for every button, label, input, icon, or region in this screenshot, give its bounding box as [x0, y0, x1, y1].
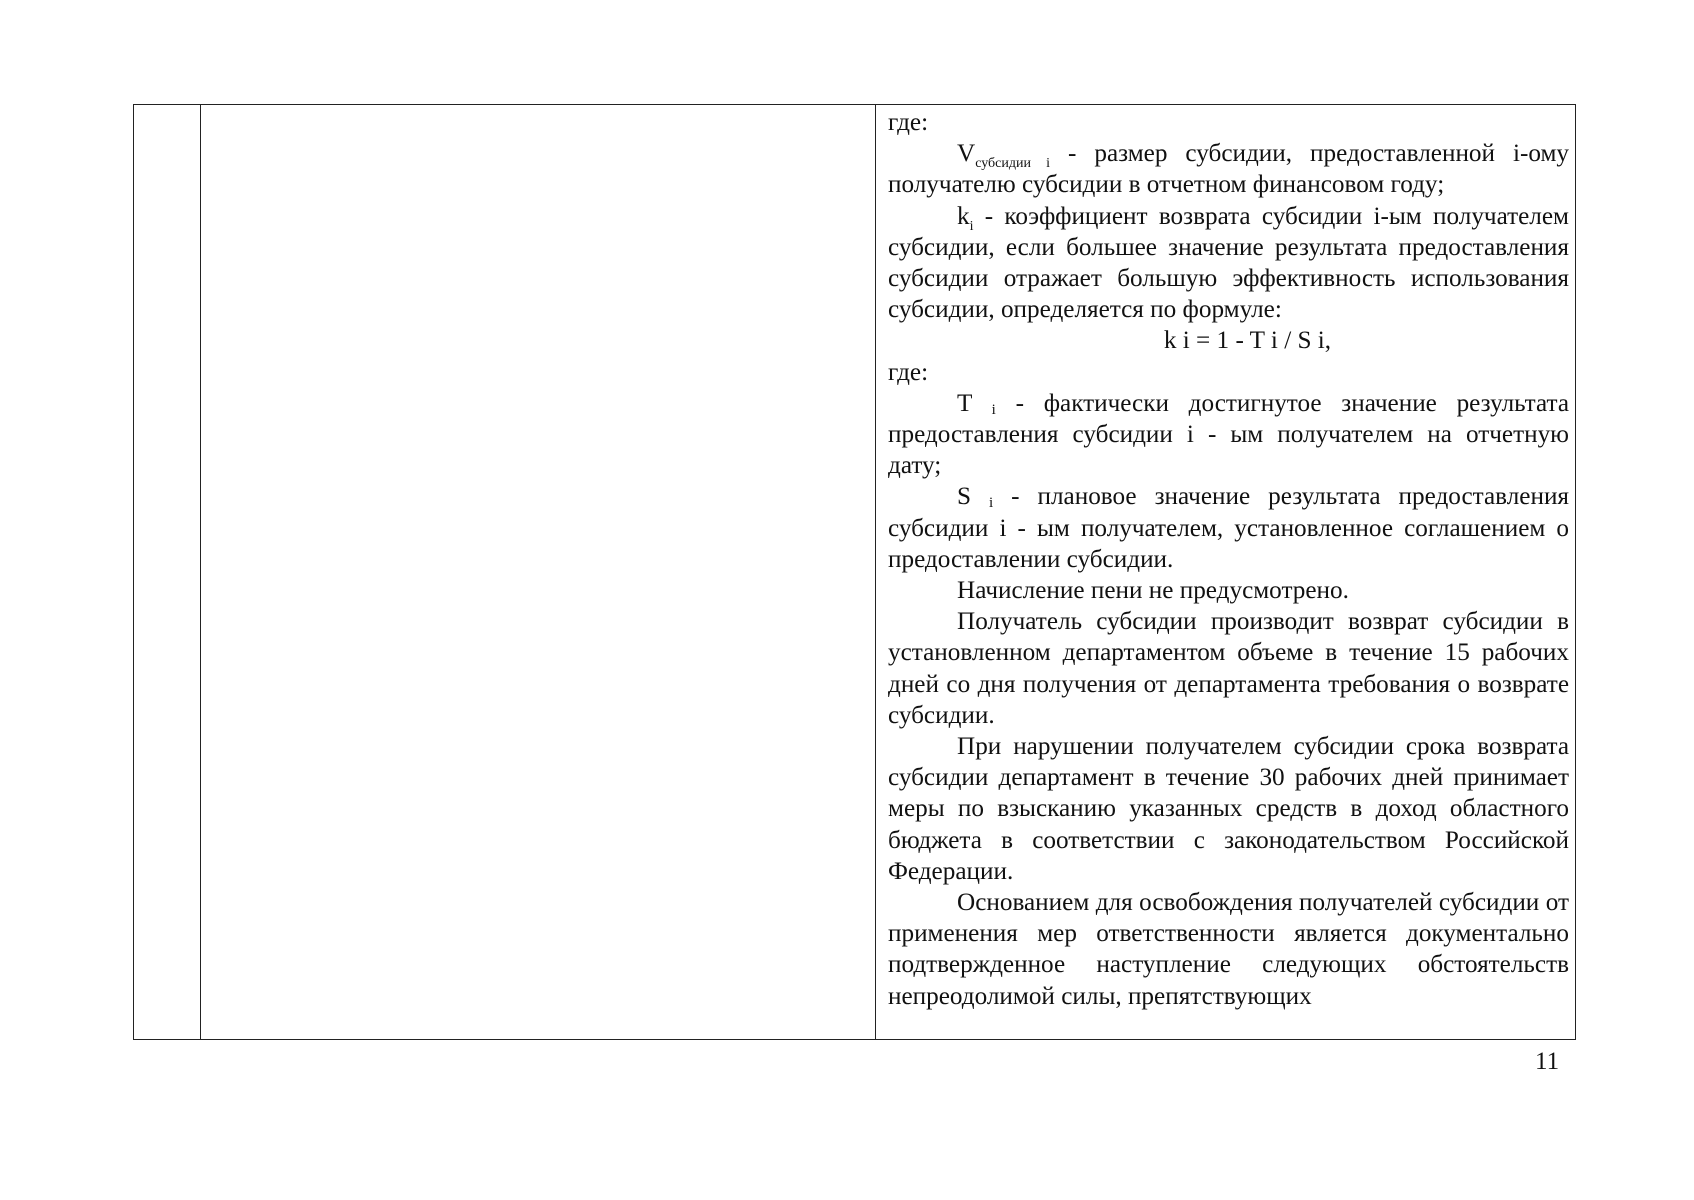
paragraph-v-subsidy: [888, 138, 1569, 200]
paragraph-violation: При нарушении получателем субсидии срока возврата субсидии департамент в течение 30 рабочих дней принимает меры по взысканию указанных средств в доход областного бюджета в соответствии с законодательством Российской Федерации.: [888, 733, 1569, 885]
document-table: [133, 104, 1576, 1040]
paragraph-s-planned: [888, 481, 1569, 575]
definition-k-coefficient: - коэффициент возврата субсидии i-ым получателем субсидии, если большее значение результата предоставления субсидии отражает большую эффективность использования субсидии, определяется по формуле:: [888, 202, 1569, 324]
symbol-v: V: [957, 140, 976, 168]
definition-v-subsidy: - размер субсидии, предоставленной i-ому получателю субсидии в отчетном финансовом году;: [888, 140, 1569, 199]
paragraph-where-2: где:: [888, 358, 929, 386]
symbol-s: S: [957, 483, 972, 511]
symbol-t: T: [957, 389, 972, 417]
paragraph-t-actual: [888, 388, 1569, 482]
definition-t-actual: - фактически достигнутое значение результата предоставления субсидии i - ым получателем на отчетную дату;: [888, 389, 1570, 480]
paragraph-force-majeure: Основанием для освобождения получателей субсидии от применения мер ответственности является документально подтвержденное наступление следующих обстоятельств непреодолимой силы, препятствующих: [888, 889, 1569, 1010]
definition-s-planned: - плановое значение результата предоставления субсидии i - ым получателем, установленное соглашением о предоставлении субсидии.: [888, 483, 1570, 573]
table-column-divider-2: [875, 105, 876, 1039]
formula-k: k i = 1 - T i / S i,: [1163, 327, 1332, 355]
paragraph-penalty: Начисление пени не предусмотрено.: [957, 577, 1349, 605]
page-number: 11: [1535, 1048, 1560, 1075]
subscript-s-i: i: [989, 495, 994, 512]
table-column-divider-1: [200, 105, 201, 1039]
subscript-subsidy-i: субсидии i: [975, 156, 1051, 172]
table-text-cell: [888, 107, 1569, 1012]
paragraph-where-1: где:: [888, 109, 929, 136]
subscript-k-i: i: [969, 218, 974, 234]
paragraph-return-terms: Получатель субсидии производит возврат субсидии в установленном департаментом объеме в течение 15 рабочих дней со дня получения от департамента требования о возврате субсидии.: [888, 608, 1569, 729]
paragraph-k-coefficient: [888, 201, 1569, 326]
symbol-k: k: [957, 202, 970, 230]
subscript-t-i: i: [991, 401, 996, 418]
